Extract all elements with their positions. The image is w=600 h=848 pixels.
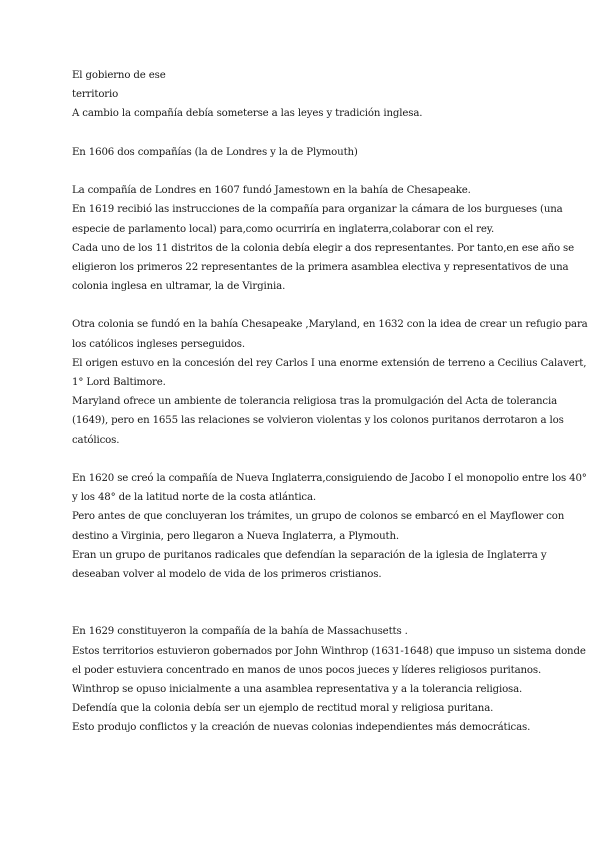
document-page [72, 66, 588, 738]
text-line: católicos. [72, 434, 120, 446]
paragraph-gap [72, 162, 542, 181]
text-line: deseaban volver al modelo de vida de los primeros cristianos. [72, 568, 382, 580]
text-line: A cambio la compañía debía someterse a las leyes y tradición inglesa. [72, 108, 423, 120]
text-line: Maryland ofrece un ambiente de tolerancia religiosa tras la promulgación del Acta de tolerancia [72, 396, 558, 408]
text-line: Winthrop se opuso inicialmente a una asamblea representativa y a la tolerancia religiosa. [72, 684, 523, 696]
text-line: Pero antes de que concluyeran los trámites, un grupo de colonos se embarcó en el Mayflower con [72, 511, 565, 523]
text-line: Otra colonia se fundó en la bahía Chesapeake ,Maryland, en 1632 con la idea de crear un refugio para [72, 319, 588, 331]
text-line: el poder estuviera concentrado en manos de unos pocos jueces y líderes religiosos puritanos. [72, 664, 542, 676]
text-line: 1° Lord Baltimore. [72, 377, 166, 388]
text-line: Defendía que la colonia debía ser un ejemplo de rectitud moral y religiosa puritana. [72, 703, 494, 715]
text-line: Cada uno de los 11 distritos de la colonia debía elegir a dos representantes. Por tanto,en ese año se [72, 242, 575, 254]
text-line: Esto produjo conflictos y la creación de nuevas colonias independientes más democráticas. [72, 722, 531, 734]
text-line: En 1629 constituyeron la compañía de la bahía de Massachusetts . [72, 626, 408, 638]
paragraph-gap [72, 584, 542, 622]
text-line: La compañía de Londres en 1607 fundó Jamestown en la bahía de Chesapeake. [72, 185, 471, 197]
text-line: y los 48° de la latitud norte de la costa atlántica. [72, 492, 316, 504]
text-line: El origen estuvo en la concesión del rey Carlos I una enorme extensión de terreno a Cecilius Calavert, [72, 357, 587, 369]
text-line: Estos territorios estuvieron gobernados por John Winthrop (1631-1648) que impuso un sistema donde [72, 645, 586, 657]
text-line: El gobierno de ese [72, 70, 166, 81]
paragraph-gap [72, 296, 542, 315]
text-line: destino a Virginia, pero llegaron a Nueva Inglaterra, a Plymouth. [72, 530, 399, 542]
text-line: En 1606 dos compañías (la de Londres y la de Plymouth) [72, 146, 358, 158]
text-line: los católicos ingleses perseguidos. [72, 338, 245, 350]
text-line: En 1620 se creó la compañía de Nueva Inglaterra,consiguiendo de Jacobo I el monopolio entre los 40° [72, 472, 587, 484]
paragraph-gap [72, 450, 542, 469]
text-line: En 1619 recibió las instrucciones de la compañía para organizar la cámara de los burgueses (una [72, 204, 563, 216]
text-line: territorio [72, 89, 119, 101]
text-line: eligieron los primeros 22 representantes de la primera asamblea electiva y representativos de una [72, 261, 569, 273]
text-line: especie de parlamento local) para,como ocurriría en inglaterra,colaborar con el rey. [72, 223, 495, 235]
text-line: (1649), pero en 1655 las relaciones se volvieron violentas y los colonos puritanos derrotaron a los [72, 415, 564, 427]
text-line: colonia inglesa en ultramar, la de Virginia. [72, 281, 286, 293]
text-line: Eran un grupo de puritanos radicales que defendían la separación de la iglesia de Inglaterra y [72, 549, 547, 561]
paragraph-gap [72, 124, 542, 143]
